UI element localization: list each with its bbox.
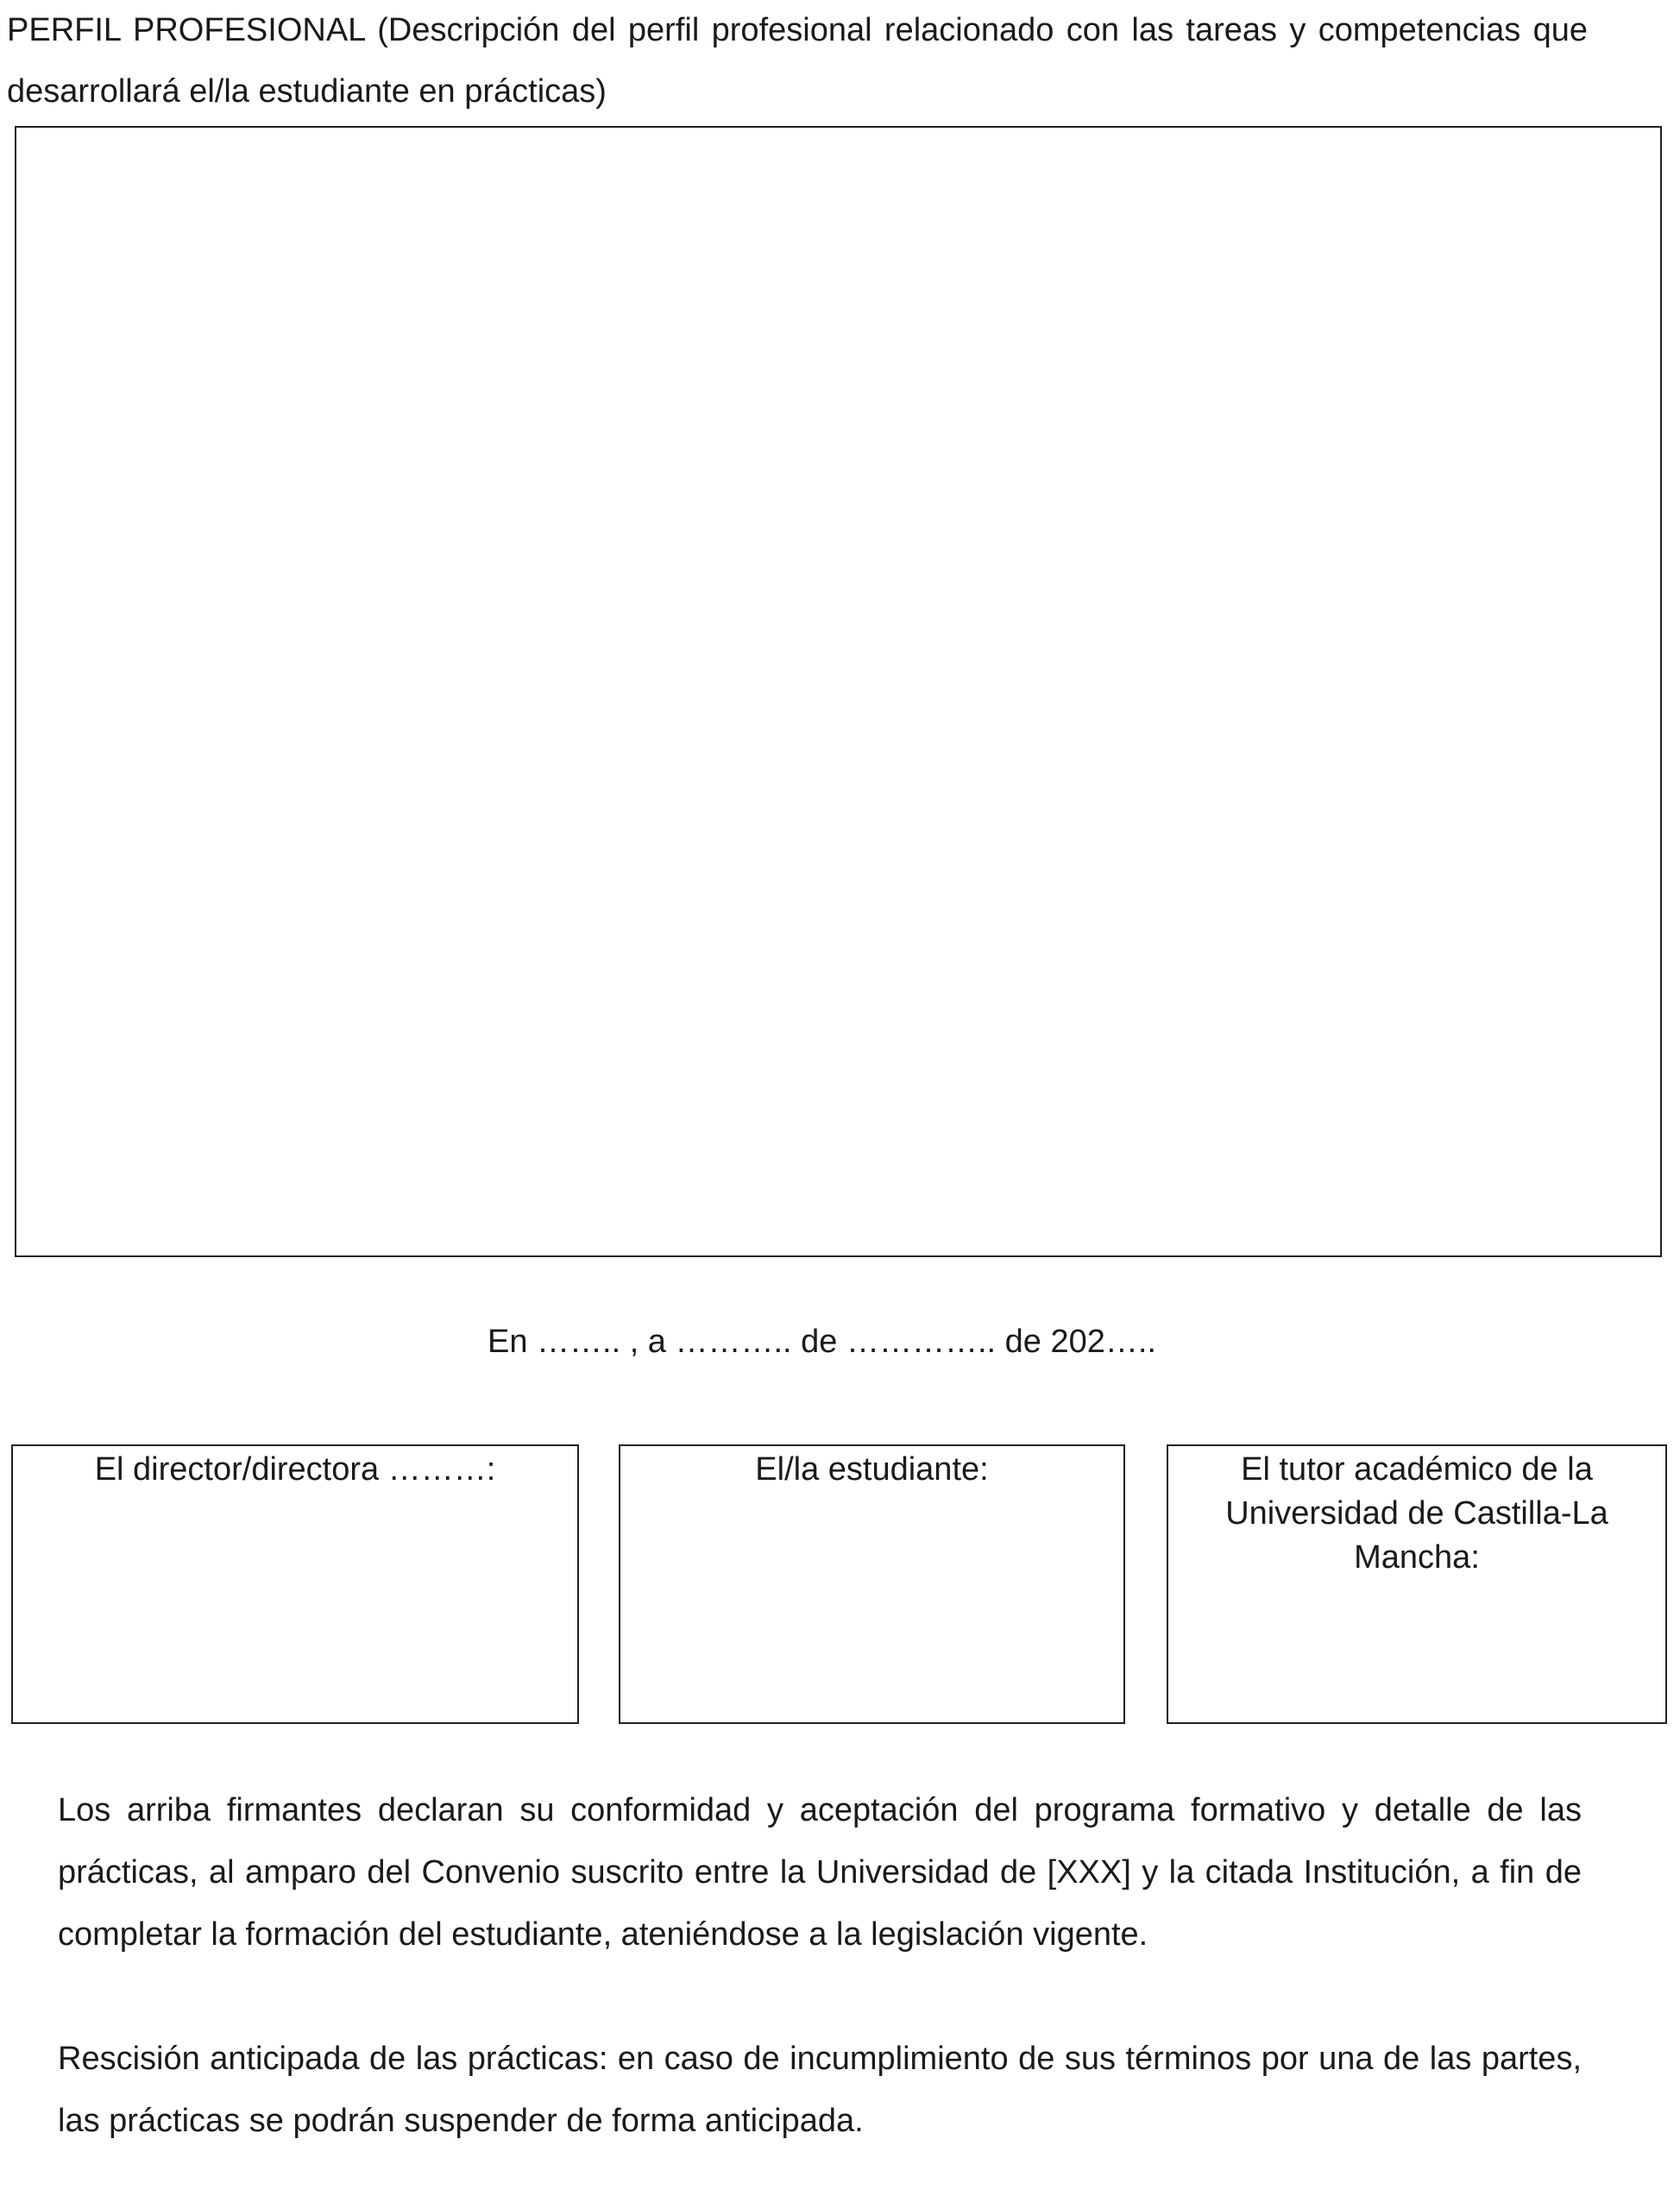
tutor-signature-box[interactable] (1167, 1444, 1667, 1724)
declaration-paragraph: Los arriba firmantes declaran su conformidad y aceptación del programa formativo y detalle de las prácticas, al amparo del Convenio suscrito entre la Universidad de [XXX] y la citada Institución, a fin de completar la formación del estudiante, ateniéndose a la legislación vigente. (58, 1792, 1582, 1953)
date-place-line: En …….. , a ……….. de ………….. de 202….. (487, 1324, 1157, 1360)
rescision-paragraph: Rescisión anticipada de las prácticas: en caso de incumplimiento de sus términos por una de las partes, las prácticas se podrán suspender de forma anticipada. (58, 2041, 1582, 2139)
director-signature-label: El director/directora ………: (94, 1451, 496, 1488)
student-signature-box[interactable] (619, 1444, 1125, 1724)
profile-description-box[interactable] (15, 126, 1662, 1257)
tutor-signature-label: El tutor académico de la Universidad de Castilla-La Mancha: (1225, 1451, 1608, 1576)
profile-section-intro: PERFIL PROFESIONAL (Descripción del perfil profesional relacionado con las tareas y competencias que desarrollará el/la estudiante en prácticas) (7, 12, 1588, 110)
director-signature-box[interactable] (11, 1444, 579, 1724)
student-signature-label: El/la estudiante: (755, 1451, 989, 1488)
